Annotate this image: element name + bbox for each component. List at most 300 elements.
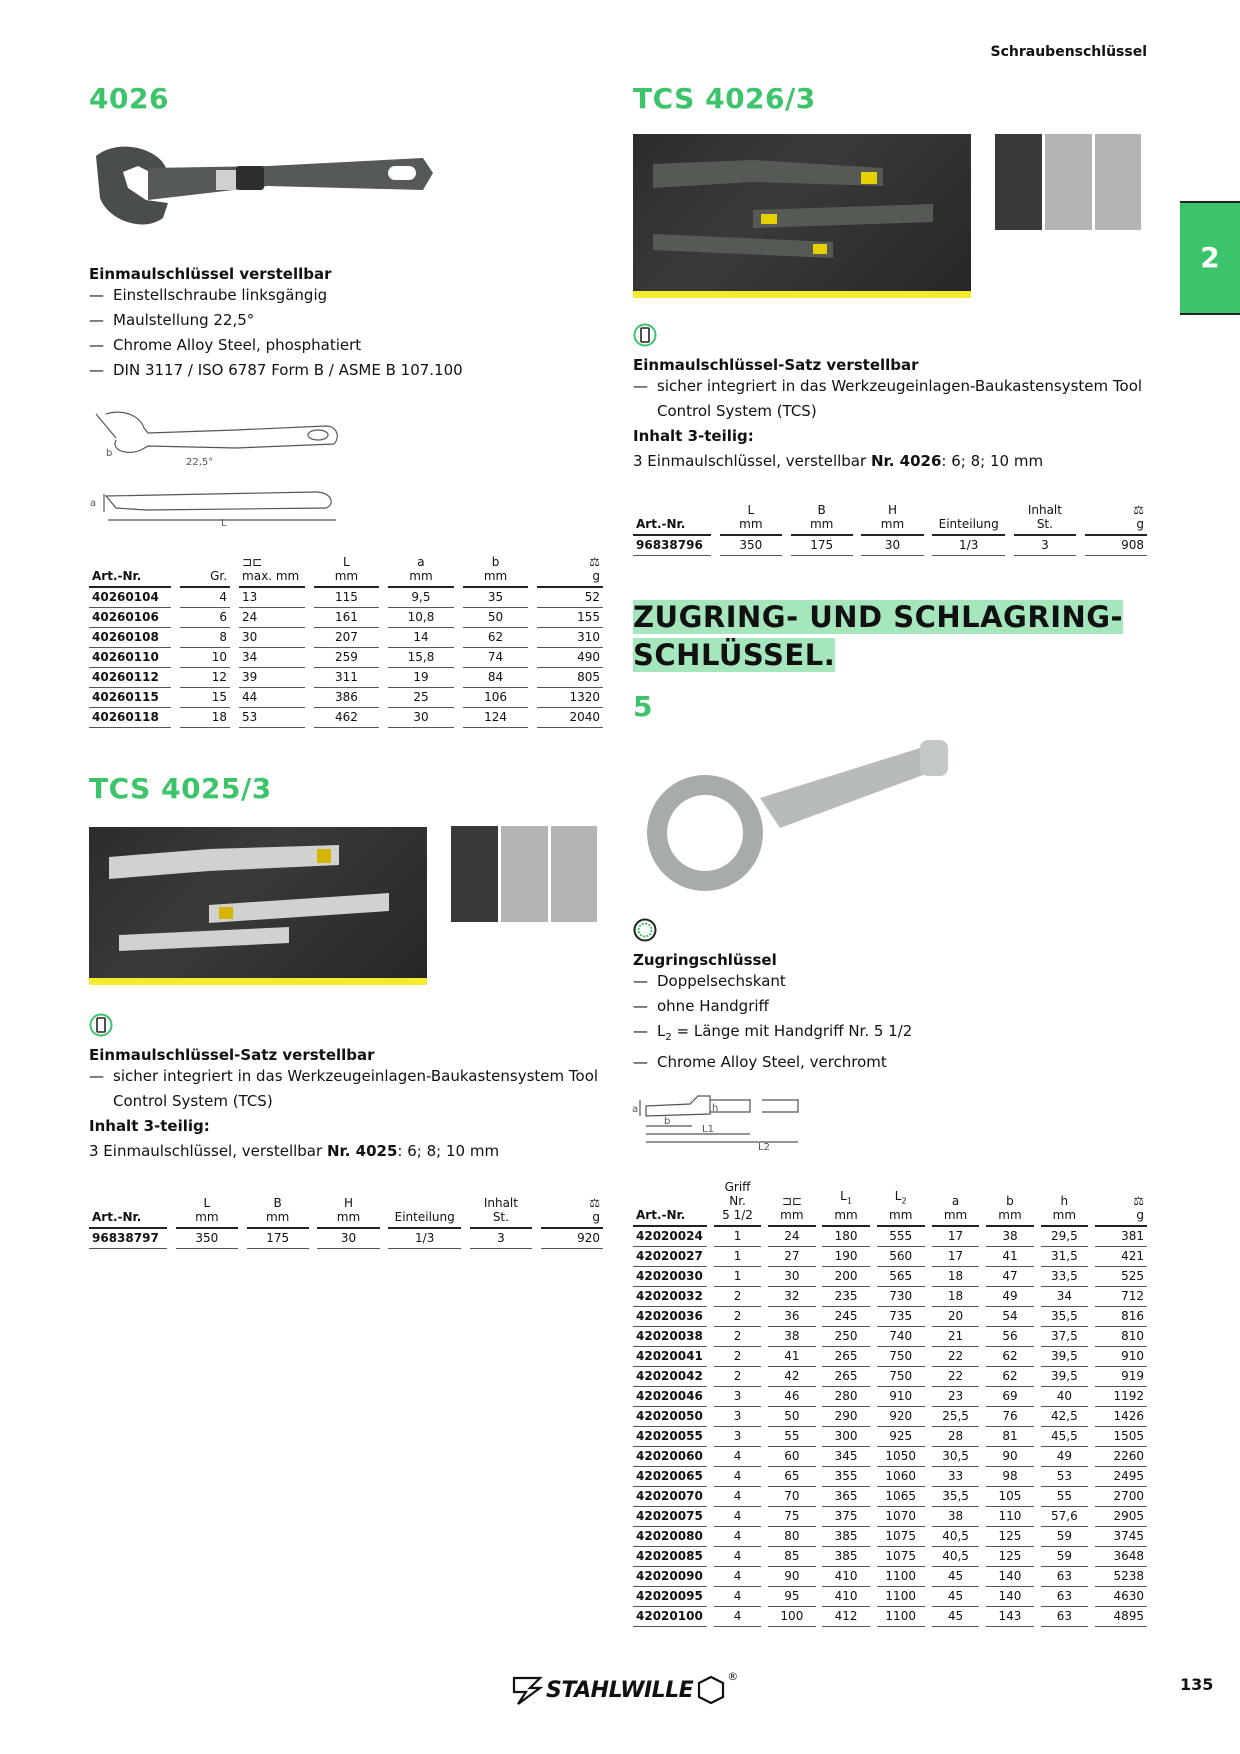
- table-cell: 386: [314, 688, 380, 708]
- tcs4026-tray-image: [633, 134, 971, 298]
- table-cell: 1/3: [388, 1229, 461, 1249]
- table-cell: 42020046: [633, 1387, 707, 1407]
- table-row: [633, 1447, 1147, 1467]
- table-cell: 55: [768, 1427, 815, 1447]
- table-cell: 410: [822, 1567, 869, 1587]
- table-cell: 42020060: [633, 1447, 707, 1467]
- table-cell: 76: [986, 1407, 1033, 1427]
- table-cell: 60: [768, 1447, 815, 1467]
- brand-logo: [510, 1670, 738, 1710]
- swatch-gray-2: [551, 826, 597, 922]
- table-cell: 63: [1041, 1587, 1089, 1607]
- table-row: [89, 668, 603, 688]
- table-cell: 565: [877, 1267, 925, 1287]
- table-cell: 105: [986, 1487, 1033, 1507]
- diagram5-label-l2: L2: [758, 1142, 770, 1152]
- table-cell: 42020085: [633, 1547, 707, 1567]
- table-cell: 42020075: [633, 1507, 707, 1527]
- table-cell: 4: [714, 1507, 762, 1527]
- table-row: [633, 1227, 1147, 1247]
- table-cell: 560: [877, 1247, 925, 1267]
- content-tcs4025: 3 Einmaulschlüssel, verstellbar Nr. 4025: 6; 8; 10 mm: [89, 1142, 500, 1160]
- table-cell: 22: [932, 1367, 980, 1387]
- jaw-icon: ⊐⊏: [242, 555, 263, 569]
- table-cell: 750: [877, 1367, 925, 1387]
- table-cell: 2905: [1095, 1507, 1147, 1527]
- table-row: [633, 1327, 1147, 1347]
- th-maxmm: max. mm: [242, 569, 300, 583]
- table-cell: 140: [986, 1567, 1033, 1587]
- table-cell: 39: [239, 668, 305, 688]
- table-cell: 98: [986, 1467, 1033, 1487]
- table-cell: 75: [768, 1507, 815, 1527]
- brand-s-icon: [510, 1670, 546, 1710]
- tray-yellow-edge: [89, 978, 427, 985]
- diagram5-label-b: b: [664, 1116, 671, 1127]
- bullet-4026-1: — Einstellschraube linksgängig: [89, 283, 589, 308]
- table-cell: 30: [861, 536, 923, 556]
- table-cell: 740: [877, 1327, 925, 1347]
- th-artnr: Art.-Nr.: [92, 569, 142, 583]
- table-cell: 280: [822, 1387, 869, 1407]
- table-cell: 32: [768, 1287, 815, 1307]
- dimension-diagram-4026: [86, 408, 346, 528]
- table-row: [633, 1407, 1147, 1427]
- table-tcs4025: Art.-Nr. L mm B mm H mm Einteilung Inhalt St. ⚖ g 96838797 350 175 30 1/3 3 920: [89, 1196, 603, 1249]
- table-cell: 30: [317, 1229, 379, 1249]
- tcs4026-color-swatches: [995, 134, 1141, 230]
- table-cell: 735: [877, 1307, 925, 1327]
- swatch-dark-2: [995, 134, 1042, 230]
- table-cell: 385: [822, 1547, 869, 1567]
- table-cell: 750: [877, 1347, 925, 1367]
- table-cell: 42020095: [633, 1587, 707, 1607]
- table-cell: 65: [768, 1467, 815, 1487]
- wrench-4026-image: [88, 128, 433, 238]
- table-cell: 37,5: [1041, 1327, 1089, 1347]
- table-cell: 25: [388, 688, 454, 708]
- table-row: [89, 1229, 603, 1249]
- table-cell: 41: [986, 1247, 1033, 1267]
- table-cell: 52: [537, 588, 603, 608]
- table-cell: 62: [463, 628, 529, 648]
- table-cell: 1: [714, 1247, 762, 1267]
- subtitle-tcs4026: Einmaulschlüssel-Satz verstellbar: [633, 356, 919, 374]
- table-cell: 55: [1041, 1487, 1089, 1507]
- table-cell: 350: [176, 1229, 238, 1249]
- table-cell: 81: [986, 1427, 1033, 1447]
- table-row: [89, 648, 603, 668]
- table-cell: 38: [986, 1227, 1033, 1247]
- chapter-number: 2: [1200, 241, 1220, 274]
- table-cell: 62: [986, 1347, 1033, 1367]
- table-row: [633, 1587, 1147, 1607]
- table-cell: 2: [714, 1327, 762, 1347]
- table-cell: 42020042: [633, 1367, 707, 1387]
- table-cell: 5238: [1095, 1567, 1147, 1587]
- section-heading: [633, 598, 1123, 674]
- table-cell: 920: [541, 1229, 603, 1249]
- table-cell: 4: [180, 588, 230, 608]
- table-row: [89, 628, 603, 648]
- bullet-tcs4025-1: — sicher integriert in das Werkzeugeinlagen-Baukastensystem Tool Control System (TCS): [89, 1064, 609, 1114]
- diagram-label-a: a: [90, 498, 97, 509]
- table-cell: 816: [1095, 1307, 1147, 1327]
- table-cell: 85: [768, 1547, 815, 1567]
- table-cell: 40260108: [89, 628, 171, 648]
- table-cell: 555: [877, 1227, 925, 1247]
- table-cell: 24: [768, 1227, 815, 1247]
- table-cell: 125: [986, 1547, 1033, 1567]
- table-5: Art.-Nr. Griff Nr. 5 1/2 ⊐⊏ mm $L_1$ mm $L_2$ mm a mm b mm h mm ⚖ g 42020024 1 24 180 555 17 38 29,5 381 42020027 1 27 190 560 17 41 31,5 421 42020030 1 30 200 565 18 47 33,5 525 42020032 2 32 235 730 18 49 34 712 42020036 2 36 245 735 20 54 35,5 816 42020038 2 38 250 740 21 56 37,5 810 42020041 2 41 265 750 22 62 39,5 910 42020042 2 42 265 750 22 62 39,5 919 42020046 3 46 280 910 23 69 40 1192 42020050 3 50 290 920 25,5 76 42,5 1426 42020055 3 55 300 925 28 81 45,5 1505 42020060 4 60 345 1050 30,5 90 49 2260 42020065 4 65 355 1060 33 98 53 2495 42020070 4 70 365 1065 35,5 105 55 2700 42020075 4 75 375 1070 38 110 57,6 2905 42020080 4 80 385 1075 40,5 125 59 3745 42020085 4 85 385 1075 40,5 125 59 3648 42020090 4 90 410 1100 45 140 63 5238 42020095 4 95 410 1100 45 140 63 4630 42020100 4 100 412 1100 45 143 63 4895: [633, 1180, 1147, 1627]
- brand-name: STAHLWILLE: [546, 1677, 694, 1703]
- table-cell: 20: [932, 1307, 980, 1327]
- table-cell: 45: [932, 1587, 980, 1607]
- table-cell: 15: [180, 688, 230, 708]
- table-cell: 161: [314, 608, 380, 628]
- table-cell: 84: [463, 668, 529, 688]
- table-cell: 100: [768, 1607, 815, 1627]
- diagram5-label-a: a: [632, 1104, 639, 1115]
- table-cell: 17: [932, 1247, 980, 1267]
- table-cell: 125: [986, 1527, 1033, 1547]
- table-cell: 4895: [1095, 1607, 1147, 1627]
- table-cell: 42020024: [633, 1227, 707, 1247]
- table-cell: 42020050: [633, 1407, 707, 1427]
- table-cell: 919: [1095, 1367, 1147, 1387]
- table-cell: 124: [463, 708, 529, 728]
- table-cell: 40260110: [89, 648, 171, 668]
- dimension-diagram-5: [630, 1092, 800, 1152]
- table-row: [633, 1287, 1147, 1307]
- table-cell: 190: [822, 1247, 869, 1267]
- table-cell: 110: [986, 1507, 1033, 1527]
- table-cell: 30: [239, 628, 305, 648]
- table-cell: 40260112: [89, 668, 171, 688]
- section-heading-line1: ZUGRING- UND SCHLAGRING-: [633, 600, 1124, 634]
- table-cell: 4: [714, 1527, 762, 1547]
- table-cell: 1: [714, 1227, 762, 1247]
- table-cell: 40260118: [89, 708, 171, 728]
- table-row: [633, 1607, 1147, 1627]
- table-row: [633, 536, 1147, 556]
- table-4026: Art.-Nr. Gr. ⊐⊏ max. mm L mm a mm b mm ⚖ g 40260104 4 13 115 9,5 35 52 40260106 6 24 161 10,8 50 155 40260108 8 30 207 14 62 310 40260110 10 34 259 15,8 74 490 40260112 12 39 311 19 84 805 40260115 15 44 386 25 106 1320 40260118 18 53 462 30 124 2040: [89, 555, 603, 728]
- table-row: [633, 1307, 1147, 1327]
- table-cell: 805: [537, 668, 603, 688]
- table-cell: 311: [314, 668, 380, 688]
- table-cell: 375: [822, 1507, 869, 1527]
- table-cell: 265: [822, 1347, 869, 1367]
- table-cell: 50: [768, 1407, 815, 1427]
- table-cell: 39,5: [1041, 1347, 1089, 1367]
- table-cell: 4: [714, 1447, 762, 1467]
- table-cell: 4630: [1095, 1587, 1147, 1607]
- subtitle-5: Zugringschlüssel: [633, 951, 777, 969]
- bullet-tcs4026-1: — sicher integriert in das Werkzeugeinlagen-Baukastensystem Tool Control System (TCS): [633, 374, 1153, 424]
- table-cell: 59: [1041, 1547, 1089, 1567]
- diagram-label-b: b: [106, 448, 113, 459]
- table-cell: 54: [986, 1307, 1033, 1327]
- table-cell: 69: [986, 1387, 1033, 1407]
- table-cell: 3: [714, 1427, 762, 1447]
- table-cell: 4: [714, 1547, 762, 1567]
- table-row: [633, 1487, 1147, 1507]
- table-cell: 920: [877, 1407, 925, 1427]
- bullet-5-4: — Chrome Alloy Steel, verchromt: [633, 1050, 1153, 1075]
- table-cell: 381: [1095, 1227, 1147, 1247]
- table-cell: 115: [314, 588, 380, 608]
- table-cell: 1: [714, 1267, 762, 1287]
- rows-4026: [89, 588, 603, 728]
- table-row: [89, 608, 603, 628]
- table-cell: 155: [537, 608, 603, 628]
- section-heading-line2: SCHLÜSSEL.: [633, 638, 836, 672]
- table-cell: 910: [877, 1387, 925, 1407]
- table-cell: 28: [932, 1427, 980, 1447]
- table-cell: 4: [714, 1587, 762, 1607]
- table-cell: 40,5: [932, 1527, 980, 1547]
- table-cell: 10: [180, 648, 230, 668]
- table-cell: 2: [714, 1367, 762, 1387]
- table-cell: 4: [714, 1607, 762, 1627]
- table-cell: 74: [463, 648, 529, 668]
- table-cell: 46: [768, 1387, 815, 1407]
- table-cell: 1320: [537, 688, 603, 708]
- table-row: [633, 1267, 1147, 1287]
- table-cell: 310: [537, 628, 603, 648]
- table-cell: 45,5: [1041, 1427, 1089, 1447]
- double-hex-icon: [633, 918, 657, 942]
- table-cell: 525: [1095, 1267, 1147, 1287]
- table-cell: 62: [986, 1367, 1033, 1387]
- table-cell: 1075: [877, 1547, 925, 1567]
- table-cell: 106: [463, 688, 529, 708]
- table-cell: 207: [314, 628, 380, 648]
- table-cell: 35,5: [1041, 1307, 1089, 1327]
- table-cell: 34: [1041, 1287, 1089, 1307]
- table-cell: 385: [822, 1527, 869, 1547]
- table-cell: 1100: [877, 1587, 925, 1607]
- table-cell: 36: [768, 1307, 815, 1327]
- table-cell: 90: [768, 1567, 815, 1587]
- table-cell: 2700: [1095, 1487, 1147, 1507]
- table-cell: 3: [714, 1387, 762, 1407]
- registered-mark: ®: [727, 1670, 739, 1683]
- swatch-gray-4: [1095, 134, 1141, 230]
- th-l: L: [343, 555, 350, 569]
- table-row: [633, 1527, 1147, 1547]
- th-g: g: [592, 569, 600, 583]
- table-cell: 42020032: [633, 1287, 707, 1307]
- table-cell: 412: [822, 1607, 869, 1627]
- diagram5-label-l1: L1: [702, 1124, 714, 1135]
- diagram-label-angle: 22,5°: [186, 457, 214, 468]
- table-cell: 1060: [877, 1467, 925, 1487]
- table-cell: 29,5: [1041, 1227, 1089, 1247]
- table-cell: 24: [239, 608, 305, 628]
- table-cell: 14: [388, 628, 454, 648]
- rows-5: [633, 1227, 1147, 1627]
- table-row: [633, 1547, 1147, 1567]
- table-cell: 1/3: [932, 536, 1005, 556]
- table-cell: 200: [822, 1267, 869, 1287]
- table-cell: 810: [1095, 1327, 1147, 1347]
- table-cell: 925: [877, 1427, 925, 1447]
- table-cell: 40260115: [89, 688, 171, 708]
- table-cell: 175: [791, 536, 853, 556]
- table-cell: 1075: [877, 1527, 925, 1547]
- table-cell: 22: [932, 1347, 980, 1367]
- table-cell: 30: [388, 708, 454, 728]
- table-cell: 300: [822, 1427, 869, 1447]
- table-cell: 25,5: [932, 1407, 980, 1427]
- th-artnr: Art.-Nr.: [636, 517, 686, 531]
- table-row: [633, 1387, 1147, 1407]
- table-cell: 38: [768, 1327, 815, 1347]
- table-cell: 1192: [1095, 1387, 1147, 1407]
- table-cell: 40260106: [89, 608, 171, 628]
- table-cell: 730: [877, 1287, 925, 1307]
- table-cell: 140: [986, 1587, 1033, 1607]
- content-label-tcs4025: Inhalt 3-teilig:: [89, 1117, 210, 1135]
- table-row: [633, 1247, 1147, 1267]
- table-cell: 40: [1041, 1387, 1089, 1407]
- product-title-4026: 4026: [89, 82, 169, 115]
- ring-spanner-image: [630, 728, 975, 893]
- table-cell: 50: [463, 608, 529, 628]
- table-cell: 250: [822, 1327, 869, 1347]
- product-title-5: 5: [633, 690, 653, 723]
- tcs4025-tray-image: [89, 827, 427, 985]
- table-cell: 90: [986, 1447, 1033, 1467]
- table-cell: 1070: [877, 1507, 925, 1527]
- table-cell: 8: [180, 628, 230, 648]
- subtitle-4026: Einmaulschlüssel verstellbar: [89, 265, 332, 283]
- table-cell: 53: [1041, 1467, 1089, 1487]
- table-cell: 59: [1041, 1527, 1089, 1547]
- table-cell: 42: [768, 1367, 815, 1387]
- scale-icon: ⚖: [1133, 503, 1144, 517]
- table-cell: 31,5: [1041, 1247, 1089, 1267]
- table-cell: 42020080: [633, 1527, 707, 1547]
- bullet-5-2: — ohne Handgriff: [633, 994, 1153, 1019]
- table-cell: 57,6: [1041, 1507, 1089, 1527]
- table-cell: 42020065: [633, 1467, 707, 1487]
- table-cell: 42020030: [633, 1267, 707, 1287]
- table-cell: 33,5: [1041, 1267, 1089, 1287]
- table-cell: 1505: [1095, 1427, 1147, 1447]
- tcs4025-color-swatches: [451, 826, 597, 922]
- bullet-5-1: — Doppelsechskant: [633, 969, 1153, 994]
- table-cell: 40260104: [89, 588, 171, 608]
- table-cell: 96838796: [633, 536, 711, 556]
- table-cell: 10,8: [388, 608, 454, 628]
- table-cell: 80: [768, 1527, 815, 1547]
- table-cell: 15,8: [388, 648, 454, 668]
- table-tcs4026: Art.-Nr. L mm B mm H mm Einteilung Inhalt St. ⚖ g 96838796 350 175 30 1/3 3 908: [633, 503, 1147, 556]
- product-title-tcs4025: TCS 4025/3: [89, 772, 272, 805]
- table-cell: 23: [932, 1387, 980, 1407]
- table-cell: 42020036: [633, 1307, 707, 1327]
- section-label: Schraubenschlüssel: [990, 44, 1147, 60]
- table-cell: 19: [388, 668, 454, 688]
- th5-artnr: Art.-Nr.: [636, 1208, 686, 1222]
- table-cell: 70: [768, 1487, 815, 1507]
- tcs-system-icon-2: [633, 323, 657, 347]
- table-cell: 53: [239, 708, 305, 728]
- table-row: [633, 1467, 1147, 1487]
- table-cell: 290: [822, 1407, 869, 1427]
- table-cell: 350: [720, 536, 782, 556]
- table-cell: 3: [714, 1407, 762, 1427]
- table-cell: 18: [180, 708, 230, 728]
- table-cell: 41: [768, 1347, 815, 1367]
- table-cell: 45: [932, 1567, 980, 1587]
- scale-icon-2: ⚖: [1133, 1194, 1144, 1208]
- table-cell: 490: [537, 648, 603, 668]
- th-artnr: Art.-Nr.: [92, 1210, 142, 1224]
- table-cell: 18: [932, 1287, 980, 1307]
- table-cell: 42020038: [633, 1327, 707, 1347]
- table-row: [89, 708, 603, 728]
- th-gr: Gr.: [180, 555, 230, 588]
- table-cell: 42020027: [633, 1247, 707, 1267]
- table-cell: 245: [822, 1307, 869, 1327]
- table-cell: 2040: [537, 708, 603, 728]
- jaw-icon-2: ⊐⊏: [781, 1194, 802, 1208]
- table-cell: 42020055: [633, 1427, 707, 1447]
- table-cell: 1050: [877, 1447, 925, 1467]
- table-cell: 63: [1041, 1607, 1089, 1627]
- content-label-tcs4026: Inhalt 3-teilig:: [633, 427, 754, 445]
- table-cell: 9,5: [388, 588, 454, 608]
- table-cell: 49: [986, 1287, 1033, 1307]
- table-cell: 2: [714, 1347, 762, 1367]
- table-cell: 3745: [1095, 1527, 1147, 1547]
- table-cell: 345: [822, 1447, 869, 1467]
- table-cell: 910: [1095, 1347, 1147, 1367]
- table-row: [633, 1507, 1147, 1527]
- table-cell: 421: [1095, 1247, 1147, 1267]
- swatch-gray-3: [1045, 134, 1092, 230]
- table-cell: 1100: [877, 1567, 925, 1587]
- table-cell: 42020100: [633, 1607, 707, 1627]
- table-row: [633, 1347, 1147, 1367]
- product-title-tcs4026: TCS 4026/3: [633, 82, 816, 115]
- table-row: [633, 1367, 1147, 1387]
- bullet-4026-3: — Chrome Alloy Steel, phosphatiert: [89, 333, 589, 358]
- table-cell: 42020041: [633, 1347, 707, 1367]
- bullet-4026-4: — DIN 3117 / ISO 6787 Form B / ASME B 107.100: [89, 358, 589, 383]
- table-cell: 30: [768, 1267, 815, 1287]
- chapter-tab[interactable]: [1180, 201, 1240, 315]
- scale-icon: ⚖: [589, 1196, 600, 1210]
- table-cell: 908: [1085, 536, 1147, 556]
- table-cell: 95: [768, 1587, 815, 1607]
- table-cell: 63: [1041, 1567, 1089, 1587]
- swatch-dark: [451, 826, 498, 922]
- table-cell: 96838797: [89, 1229, 167, 1249]
- swatch-gray-1: [501, 826, 548, 922]
- table-cell: 1065: [877, 1487, 925, 1507]
- table-cell: 35: [463, 588, 529, 608]
- table-cell: 35,5: [932, 1487, 980, 1507]
- th-b: b: [491, 555, 500, 569]
- table-cell: 42020090: [633, 1567, 707, 1587]
- table-cell: 2: [714, 1287, 762, 1307]
- table-cell: 56: [986, 1327, 1033, 1347]
- tcs-system-icon: [89, 1013, 113, 1037]
